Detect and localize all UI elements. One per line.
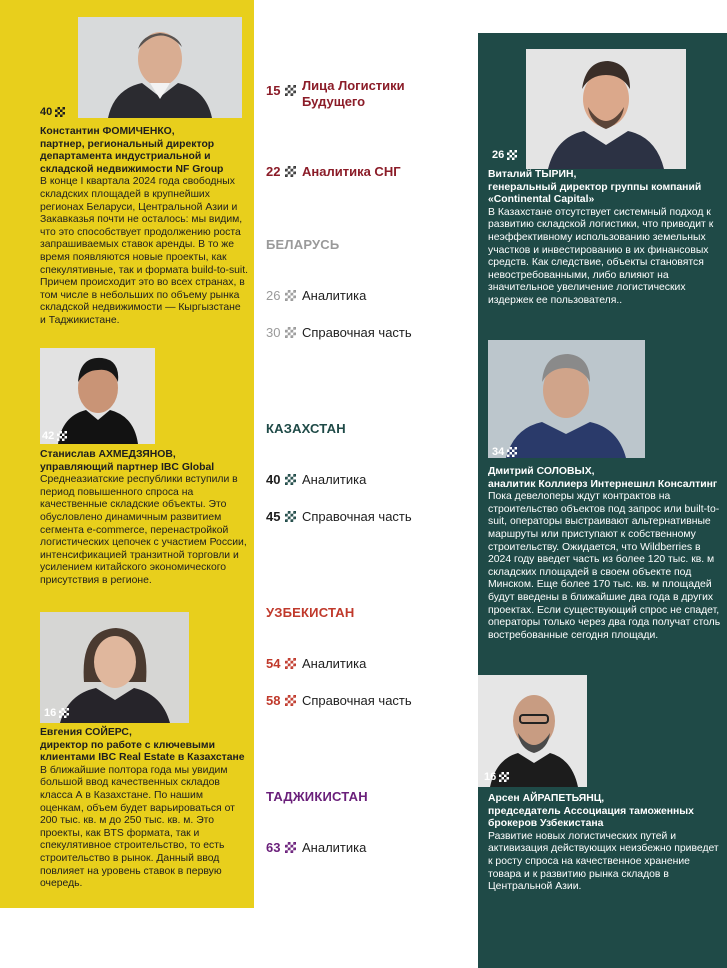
person-quote: В ближайшие полтора года мы увидим большой ввод качественных складов класса А в Казахстане. По нашим оценкам, объем будет варьироваться от 200 тыс. кв. м до 250 тыс. кв. м. Это проекты, как BTS формата, так и спекулятивное строительство, то есть строительство в рынок. Данный ввод повлияет на уровень ставок в первую очередь. [40, 764, 235, 890]
checker-icon [285, 290, 296, 301]
toc-page-number: 40 [266, 472, 281, 487]
toc-entry[interactable] [266, 325, 412, 340]
toc-label: Справочная часть [302, 325, 412, 340]
toc-entry[interactable] [266, 78, 452, 110]
toc-entry[interactable] [266, 840, 366, 855]
person-bio [40, 126, 248, 328]
portrait-photo [78, 17, 242, 118]
toc-label: Аналитика [302, 840, 367, 855]
person-position: председатель Ассоциация таможенных брокеров Узбекистана [488, 805, 694, 830]
left-column [0, 0, 254, 908]
checker-icon [285, 658, 296, 669]
person-quote: Развитие новых логистических путей и активизация действующих неизбежно приведет к росту спроса на качественное хранение товара и к развитию рынка складов в Центральной Азии. [488, 830, 719, 893]
person-bio [488, 169, 724, 308]
checker-icon [55, 107, 65, 117]
checker-icon [57, 431, 67, 441]
checker-icon [59, 708, 69, 718]
toc-label: Аналитика [302, 656, 367, 671]
checker-icon [499, 772, 509, 782]
toc-page-number: 15 [266, 83, 281, 98]
page-number: 16 [44, 707, 69, 719]
page-number: 42 [42, 430, 67, 442]
person-position: генеральный директор группы компаний «Continental Capital» [488, 181, 702, 206]
checker-icon [285, 474, 296, 485]
section-title: БЕЛАРУСЬ [266, 237, 340, 252]
toc-page-number: 45 [266, 509, 281, 524]
person-name: Дмитрий СОЛОВЫХ, [488, 466, 595, 477]
person-quote: Среднеазиатские республики вступили в период повышенного спроса на качественные складские объекты. Это обусловлено динамичным развитием сегмента e-commerce, перенастройкой логистических цепочек с участием России, интенсификацией транзитной торговли и усилением китайского экономического присутствия в регионе. [40, 474, 247, 586]
checker-icon [507, 447, 517, 457]
toc-label: Аналитика [302, 472, 367, 487]
toc-entry[interactable] [266, 288, 366, 303]
person-name: Евгения СОЙЕРС, [40, 727, 132, 738]
portrait-photo [488, 340, 645, 458]
person-name: Константин ФОМИЧЕНКО, [40, 126, 175, 137]
toc-entry[interactable] [266, 164, 401, 179]
right-column [478, 33, 727, 968]
person-position: управляющий партнер IBC Global [40, 461, 215, 473]
person-name: Виталий ТЫРИН, [488, 169, 577, 180]
toc-page-number: 22 [266, 164, 281, 179]
section-title: УЗБЕКИСТАН [266, 605, 355, 620]
person-quote: В Казахстане отсутствует системный подход к развитию складской логистики, что приводит к неэффективному использованию земельных участков и инвестированию в их финансовых средств. Как следствие, объекты становятся невостребованными, либо влияют на значительное увеличение логистических издержек ее пользователя.. [488, 206, 714, 306]
checker-icon [285, 327, 296, 338]
toc-page-number: 63 [266, 840, 281, 855]
section-title: ТАДЖИКИСТАН [266, 789, 368, 804]
section-title: КАЗАХСТАН [266, 421, 346, 436]
page-number: 26 [492, 149, 517, 161]
person-quote: В конце I квартала 2024 года свободных складских площадей в крупнейших регионах Беларуси, Центральной Азии и Закавказья почти не осталось: мы видим, что это способствует продолжению роста запрашиваемых ставок аренды. В то же время появляются новые проекты, как спекулятивные, так и формата build-to-suit. Причем происходит это во всех странах, в том числе в небольших по объему рынка складской недвижимости — Кыргызстане и Таджикистане. [40, 176, 249, 326]
checker-icon [507, 150, 517, 160]
checker-icon [285, 511, 296, 522]
person-name: Арсен АЙРАПЕТЬЯНЦ, [488, 793, 605, 804]
person-bio [40, 727, 248, 891]
person-position: аналитик Коллиерз Интернешнл Консалтинг [488, 478, 718, 490]
toc-entry[interactable] [266, 509, 412, 524]
toc-entry[interactable] [266, 472, 366, 487]
checker-icon [285, 166, 296, 177]
toc-label: Справочная часть [302, 693, 412, 708]
toc-entry[interactable] [266, 693, 412, 708]
page-number: 16 [484, 771, 509, 783]
toc-page-number: 30 [266, 325, 281, 340]
toc-label: Аналитика [302, 288, 367, 303]
person-bio [488, 793, 724, 894]
toc-label: Лица Логистики Будущего [302, 78, 405, 109]
toc-label: Аналитика СНГ [302, 164, 401, 179]
checker-icon [285, 842, 296, 853]
toc-entry[interactable] [266, 656, 366, 671]
toc-label: Справочная часть [302, 509, 412, 524]
toc-page-number: 54 [266, 656, 281, 671]
person-bio [40, 449, 248, 588]
checker-icon [285, 695, 296, 706]
page-number: 34 [492, 446, 517, 458]
page-number: 40 [40, 106, 65, 118]
person-position: партнер, региональный директор департамента индустриальной и складской недвижимости NF Group [40, 138, 224, 175]
portrait-photo [526, 49, 686, 169]
person-bio [488, 466, 724, 642]
person-quote: Пока девелоперы ждут контрактов на строительство объектов под запрос или built-to-suit, операторы выстраивают альтернативные маршруты или приступают к собственному строительству. Ожидается, что Wildberries в 2024 году введет часть из более 120 тыс. кв. м складских площадей в своем объекте под Минском. Еще более 170 тыс. кв. м площадей будут введены в ближайшие два года в других проектах. Если существующий спрос не спадет, операторы только через два года получат столь востребованные сегодня площади. [488, 491, 721, 641]
toc-page-number: 58 [266, 693, 281, 708]
toc-page-number: 26 [266, 288, 281, 303]
checker-icon [285, 85, 296, 96]
person-name: Станислав АХМЕДЗЯНОВ, [40, 449, 176, 460]
person-position: директор по работе с ключевыми клиентами IBC Real Estate в Казахстане [40, 739, 245, 764]
